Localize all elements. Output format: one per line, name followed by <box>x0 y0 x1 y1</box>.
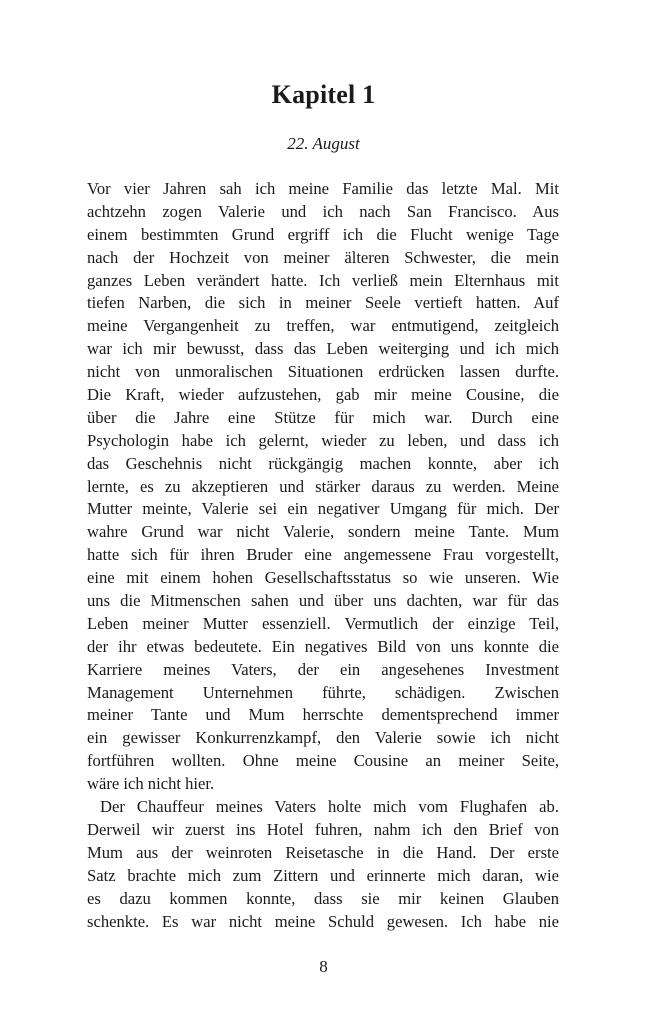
text-line: lernte, es zu akzeptieren und stärker daraus zu werden. Meine <box>87 476 559 496</box>
text-line: Karriere meines Vaters, der ein angesehenes Investment <box>87 659 559 679</box>
text-line: ganzes Leben verändert hatte. Ich verließ mein Elternhaus mit <box>87 270 559 290</box>
text-line: Psychologin habe ich gelernt, wieder zu leben, und dass ich <box>87 430 559 450</box>
text-line-paragraph-start: Der Chauffeur meines Vaters holte mich vom Flughafen ab. <box>100 797 559 817</box>
text-line: achtzehn zogen Valerie und ich nach San Francisco. Aus <box>87 201 559 221</box>
chapter-title: Kapitel 1 <box>271 80 376 109</box>
text-line: war ich mir bewusst, dass das Leben weiterging und ich mich <box>87 339 559 359</box>
text-line: Mum aus der weinroten Reisetasche in die Hand. Der erste <box>87 842 559 862</box>
text-line-paragraph-end: wäre ich nicht hier. <box>87 774 215 794</box>
text-line: fortführen wollten. Ohne meine Cousine an meiner Seite, <box>87 751 559 771</box>
text-line: nach der Hochzeit von meiner älteren Schwester, die mein <box>87 247 559 267</box>
text-line: Die Kraft, wieder aufzustehen, gab mir meine Cousine, die <box>87 385 559 405</box>
text-line: der ihr etwas bedeutete. Ein negatives Bild von uns konnte die <box>87 636 559 656</box>
text-line: eine mit einem hohen Gesellschaftsstatus so wie unseren. Wie <box>87 568 559 588</box>
text-line: Vor vier Jahren sah ich meine Familie das letzte Mal. Mit <box>87 179 559 198</box>
text-line: ein gewisser Konkurrenzkampf, den Valerie sowie ich nicht <box>87 728 559 748</box>
text-line: meiner Tante und Mum herrschte dementsprechend immer <box>87 705 559 725</box>
page-number: 8 <box>319 957 328 976</box>
chapter-date: 22. August <box>287 134 360 153</box>
text-line: uns die Mitmenschen sahen und über uns dachten, war für das <box>87 591 559 611</box>
text-line: hatte sich für ihren Bruder eine angemessene Frau vorgestellt, <box>87 545 559 565</box>
body-text <box>87 178 559 933</box>
text-line: schenkte. Es war nicht meine Schuld gewesen. Ich habe nie <box>87 911 559 931</box>
text-line: es dazu kommen konnte, dass sie mir keinen Glauben <box>87 888 559 908</box>
text-line: nicht von unmoralischen Situationen erdrücken lassen durfte. <box>87 362 559 382</box>
text-line: Derweil wir zuerst ins Hotel fuhren, nahm ich den Brief von <box>87 819 559 839</box>
text-line: Leben meiner Mutter essenziell. Vermutlich der einzige Teil, <box>87 613 559 633</box>
text-line: meine Vergangenheit zu treffen, war entmutigend, zeitgleich <box>87 316 559 336</box>
text-line: Satz brachte mich zum Zittern und erinnerte mich daran, wie <box>87 865 559 885</box>
text-line: das Geschehnis nicht rückgängig machen konnte, aber ich <box>87 453 559 473</box>
text-line: einem bestimmten Grund ergriff ich die Flucht wenige Tage <box>87 224 559 244</box>
text-line: Mutter meinte, Valerie sei ein negativer Umgang für mich. Der <box>87 499 559 519</box>
text-line: Management Unternehmen führte, schädigen. Zwischen <box>87 682 559 702</box>
text-line: tiefen Narben, die sich in meiner Seele vertieft hatten. Auf <box>87 293 559 313</box>
text-line: wahre Grund war nicht Valerie, sondern meine Tante. Mum <box>87 522 559 542</box>
text-line: über die Jahre eine Stütze für mich war. Durch eine <box>87 407 559 427</box>
